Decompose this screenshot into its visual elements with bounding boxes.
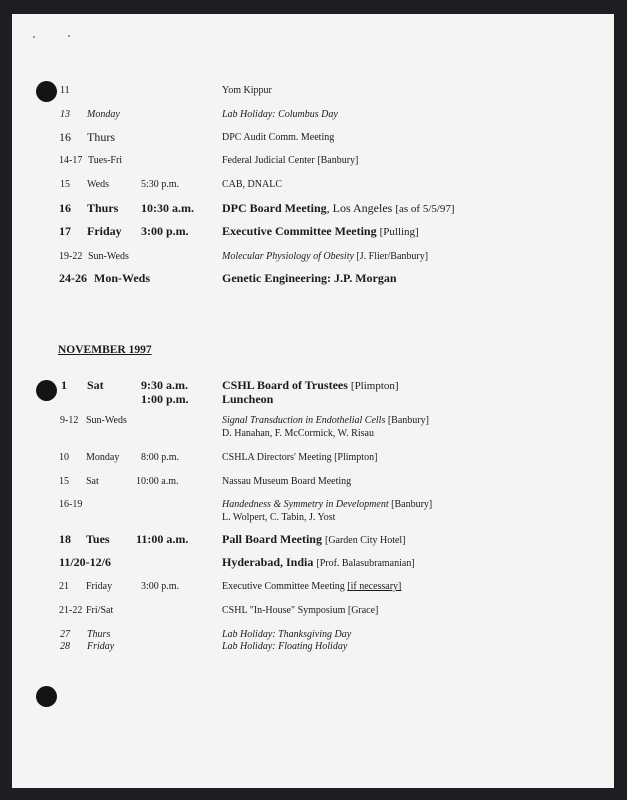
entry-day: Thurs (87, 130, 115, 144)
entry-date: 21-22 (59, 605, 83, 616)
entry-day: Sun-Weds (86, 415, 127, 426)
entry-location: , Los Angeles (326, 201, 393, 215)
entry-date: 28 (60, 641, 70, 652)
entry-note: [Banbury] (391, 499, 433, 510)
entry-date: 16 (59, 201, 71, 215)
entry-day: Mon-Weds (94, 271, 151, 285)
entry-time: 9:30 a.m. (141, 378, 188, 392)
entry-date: 18 (59, 532, 71, 546)
entry-day: Friday (87, 641, 115, 652)
entry-people: L. Wolpert, C. Tabin, J. Yost (222, 512, 336, 523)
entry-note: [Grace] (347, 605, 379, 616)
entry-date: 24-26 (59, 271, 87, 285)
entry-event: Lab Holiday: Floating Holiday (222, 641, 348, 652)
entry-day: Thurs (87, 629, 111, 640)
entry-event: Pall Board Meeting (222, 532, 322, 546)
entry-event: Executive Committee Meeting (222, 224, 377, 238)
entry-event: DPC Board Meeting (222, 201, 327, 215)
entry-day: Monday (87, 109, 120, 120)
entry-date: 16 (59, 130, 71, 144)
entry-day: Sat (87, 378, 104, 392)
entry-date: 11/20-12/6 (59, 555, 112, 569)
entry-time: 3:00 p.m. (141, 581, 180, 592)
entry-date: 21 (59, 581, 69, 592)
entry-date: 1 (61, 378, 67, 392)
entry-event: CSHL "In-House" Symposium (222, 605, 346, 616)
entry-event: CSHLA Directors' Meeting (222, 452, 332, 463)
entry-day: Thurs (87, 201, 119, 215)
entry-time: 10:30 a.m. (141, 201, 194, 215)
entry-event: CSHL Board of Trustees (222, 378, 348, 392)
entry-day: Monday (86, 452, 120, 463)
entry-date: 10 (59, 452, 69, 463)
entry-note: [if necessary] (347, 581, 402, 592)
entry-note: [as of 5/5/97] (395, 203, 455, 215)
entry-time-second: 1:00 p.m. (141, 392, 189, 406)
entry-time: 11:00 a.m. (136, 532, 189, 546)
entry-event: Molecular Physiology of Obesity (222, 251, 354, 262)
entry-day: Sun-Weds (88, 251, 129, 262)
entry-event: Handedness & Symmetry in Development (222, 499, 389, 510)
entry-note: [Prof. Balasubramanian] (316, 558, 415, 569)
punch-hole-bottom (36, 686, 57, 707)
entry-event: Hyderabad, India (222, 555, 314, 569)
entry-event: Executive Committee Meeting (222, 581, 345, 592)
entry-note: [J. Flier/Banbury] (356, 251, 429, 262)
entry-day: Friday (87, 224, 122, 238)
entry-note: [Plimpton] (350, 380, 399, 392)
entry-event: Signal Transduction in Endothelial Cells (222, 415, 386, 426)
entry-date: 13 (60, 109, 70, 120)
entry-day: Weds (87, 179, 109, 190)
entry-event: DPC Audit Comm. Meeting (222, 132, 335, 143)
entry-date: 15 (60, 179, 70, 190)
entry-time: 5:30 p.m. (141, 179, 180, 190)
paper-speck (33, 36, 35, 38)
entry-event: Genetic Engineering: J.P. Morgan (222, 271, 397, 285)
entry-event: Yom Kippur (222, 85, 272, 96)
entry-day: Tues-Fri (88, 155, 123, 166)
entry-day: Sat (86, 476, 99, 487)
entry-note: [Banbury] (387, 415, 429, 426)
entry-event: Nassau Museum Board Meeting (222, 476, 352, 487)
punch-hole-top (36, 81, 57, 102)
entry-event: Lab Holiday: Thanksgiving Day (222, 629, 352, 640)
entry-event: CAB, DNALC (222, 179, 283, 190)
document-page (12, 14, 614, 788)
paper-speck (68, 35, 70, 37)
entry-event: Federal Judicial Center (222, 155, 315, 166)
punch-hole-middle (36, 380, 57, 401)
entry-time: 8:00 p.m. (141, 452, 180, 463)
entry-time: 10:00 a.m. (136, 476, 179, 487)
entry-people: D. Hanahan, F. McCormick, W. Risau (222, 428, 374, 439)
entry-day: Fri/Sat (86, 605, 114, 616)
month-heading: NOVEMBER 1997 (58, 344, 152, 356)
entry-event: Lab Holiday: Columbus Day (222, 109, 338, 120)
entry-date: 9-12 (60, 415, 79, 426)
entry-date: 11 (60, 85, 70, 96)
entry-note: [Pulling] (379, 226, 419, 238)
entry-event-second: Luncheon (222, 392, 274, 406)
entry-note: [Banbury] (317, 155, 359, 166)
entry-time: 3:00 p.m. (141, 224, 189, 238)
entry-note: [Plimpton] (334, 452, 378, 463)
entry-date: 27 (60, 629, 70, 640)
entry-day: Tues (86, 532, 110, 546)
entry-date: 19-22 (59, 251, 83, 262)
entry-date: 15 (59, 476, 69, 487)
entry-date: 14-17 (59, 155, 83, 166)
entry-date: 16-19 (59, 499, 83, 510)
entry-day: Friday (86, 581, 113, 592)
entry-date: 17 (59, 224, 71, 238)
entry-note: [Garden City Hotel] (324, 535, 406, 546)
